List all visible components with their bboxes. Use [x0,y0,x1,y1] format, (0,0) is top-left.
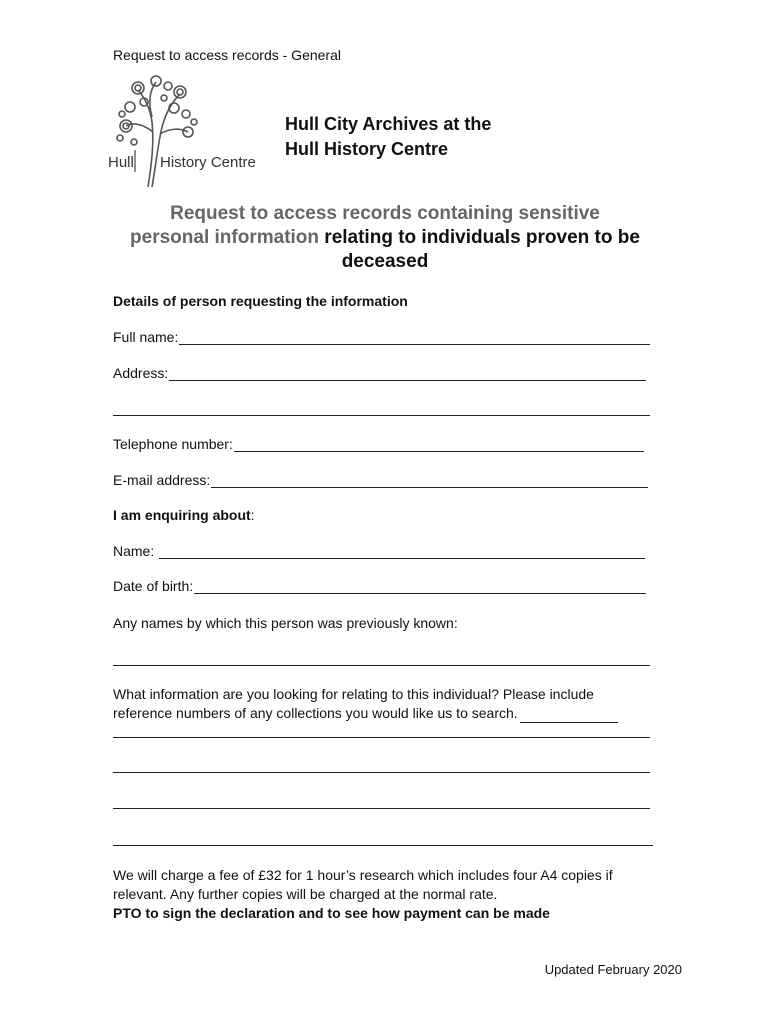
email-input-line[interactable] [211,473,648,488]
telephone-input-line[interactable] [234,437,644,452]
fee-line-1: We will charge a fee of £32 for 1 hour’s research which includes four A4 copies if [113,867,613,883]
address-input-line[interactable] [169,366,646,381]
address-field[interactable] [113,365,646,381]
date-of-birth-field[interactable] [113,578,646,594]
title-part-3: relating to individuals proven to be deceased [324,227,640,272]
full-name-field[interactable] [113,329,650,345]
subject-name-field[interactable] [113,543,645,559]
information-question-line-1: What information are you looking for relating to this individual? Please include [113,686,594,702]
subject-name-label: Name: [113,543,155,559]
telephone-field[interactable] [113,436,644,452]
organisation-name [285,112,491,162]
address-line-2[interactable] [113,415,650,416]
enquiry-heading [113,507,255,523]
organisation-line-1: Hull City Archives at the [285,114,492,134]
full-name-label: Full name: [113,329,179,345]
information-question [113,685,618,723]
address-label: Address: [113,365,169,381]
fee-line-2: relevant. Any further copies will be charged at the normal rate. [113,886,498,902]
previous-names-input-line[interactable] [113,665,650,666]
title-part-1: Request to access records containing sensitive [170,203,600,224]
hull-history-centre-logo [108,72,273,190]
page-title [100,202,670,274]
full-name-input-line[interactable] [179,330,650,345]
information-question-line-2-row [113,704,618,723]
previous-names-label: Any names by which this person was previously known: [113,615,458,631]
telephone-label: Telephone number: [113,436,233,452]
tree-logo-icon [108,72,273,190]
email-field[interactable] [113,472,648,488]
enquiry-heading-colon: : [250,507,255,523]
requester-section-heading: Details of person requesting the information [113,293,408,309]
fee-notice [113,866,613,923]
information-input-line-inline[interactable] [520,708,618,723]
information-question-line-2: reference numbers of any collections you would like us to search. [113,705,518,721]
logo-text-left: Hull [108,154,134,171]
updated-date: Updated February 2020 [544,962,682,977]
pto-notice: PTO to sign the declaration and to see how payment can be made [113,905,550,921]
subject-name-input-line[interactable] [159,544,645,559]
title-part-2: personal information [130,227,320,248]
organisation-line-2: Hull History Centre [285,139,449,159]
information-input-line-2[interactable] [113,737,650,738]
information-input-line-3[interactable] [113,772,650,773]
information-input-line-5[interactable] [113,845,653,846]
form-type-label: Request to access records - General [113,47,341,63]
date-of-birth-label: Date of birth: [113,578,194,594]
enquiry-heading-text: I am enquiring about [113,507,251,523]
date-of-birth-input-line[interactable] [194,579,646,594]
information-input-line-4[interactable] [113,808,650,809]
email-label: E-mail address: [113,472,211,488]
logo-text-right: History Centre [160,154,256,171]
